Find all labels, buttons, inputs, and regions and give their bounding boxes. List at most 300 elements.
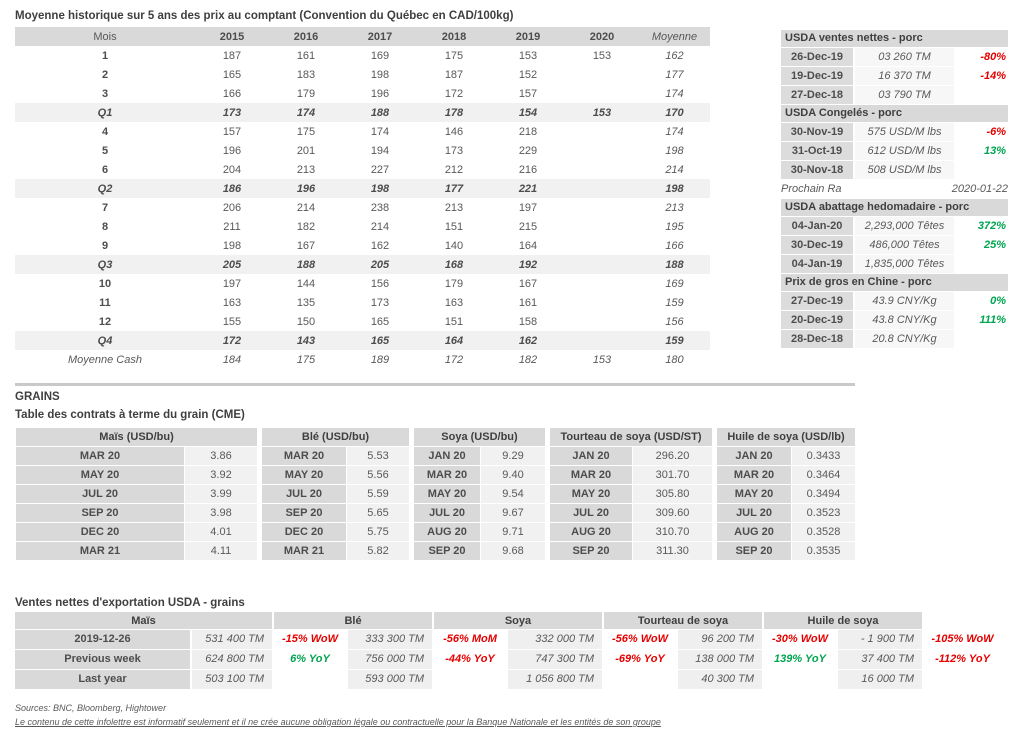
spot-cell: 157 [518,87,538,100]
contract-price-cell: 4.11 [185,542,257,560]
spot-cell [565,274,639,293]
contract-month-cell: JUL 20 [717,504,791,522]
contract-month-cell: MAY 20 [550,485,632,503]
side-table-title: USDA abattage hedomadaire - porc [781,199,1008,216]
contract-month-cell: MAR 20 [262,447,346,465]
spot-cell: 195 [665,220,684,233]
spot-cell: 172 [444,87,464,100]
spot-cell: 188 [343,103,417,122]
value-cell: 1 056 800 TM [508,670,602,689]
spot-cell: 187 [222,49,242,62]
spot-cell: 166 [222,87,242,100]
side-table-title: USDA ventes nettes - porc [781,30,1008,47]
contract-month-cell: DEC 20 [16,523,184,541]
contract-row [414,447,545,465]
contract-month-cell: JUL 20 [262,485,346,503]
spot-cell: 164 [518,239,538,252]
sources-line: Sources: BNC, Bloomberg, Hightower [15,703,167,713]
pct-cell: -80% [980,51,1006,63]
spot-cell: 196 [370,87,390,100]
cme-table-header: Maïs (USD/bu) [16,428,257,446]
contract-price-cell: 311.30 [633,542,712,560]
pct-cell [954,330,1008,348]
side-table-row [781,311,1008,329]
spot-cell: 198 [665,144,684,157]
spot-cell: 173 [195,103,269,122]
cme-table-header: Tourteau de soya (USD/ST) [550,428,712,446]
spot-cell: 153 [518,49,538,62]
spot-cell: 157 [222,125,242,138]
contract-row [717,485,855,503]
spot-row-label: 11 [99,296,111,309]
spot-cell: 196 [222,144,242,157]
contract-month-cell: AUG 20 [717,523,791,541]
date-cell: 04-Jan-19 [781,255,853,273]
spot-cell: 212 [444,163,464,176]
cme-contract-table [716,427,856,561]
spot-cell: 146 [444,125,464,138]
contract-month-cell: AUG 20 [414,523,480,541]
value-cell: 593 000 TM [348,670,432,689]
contract-month-cell: JUL 20 [414,504,480,522]
spot-cell: 213 [665,201,684,214]
pct-cell: 0% [990,295,1006,307]
spot-cell: 178 [417,103,491,122]
grains-section-label: GRAINS [15,391,60,403]
contract-month-cell: JAN 20 [717,447,791,465]
date-cell: 30-Nov-19 [781,123,853,141]
contract-month-cell: JAN 20 [414,447,480,465]
contract-price-cell: 9.29 [481,447,545,465]
contract-month-cell: MAR 21 [16,542,184,560]
cme-table-header: Blé (USD/bu) [262,428,409,446]
spot-cell: 153 [592,353,612,366]
cme-contract-table [413,427,546,561]
pct-cell: -112% YoY [935,653,990,665]
spot-row [15,198,710,217]
value-cell: 756 000 TM [348,650,432,669]
spot-cell: 156 [665,315,684,328]
contract-price-cell: 5.53 [347,447,409,465]
spot-cell: 167 [296,239,316,252]
spot-cell [565,141,639,160]
pct-cell: 139% YoY [774,653,826,665]
spot-cell: 153 [592,49,612,62]
spot-row [15,46,710,65]
cme-header-row [717,428,855,446]
contract-price-cell: 0.3494 [792,485,855,503]
export-group-header-huile: Huile de soya [764,612,922,629]
spot-cell: 143 [269,331,343,350]
export-group-header-ble: Blé [274,612,432,629]
spot-column-header: 2018 [417,27,491,46]
date-cell: 30-Nov-18 [781,161,853,179]
contract-month-cell: DEC 20 [262,523,346,541]
pct-cell: -15% WoW [281,633,339,645]
contract-row [550,447,712,465]
spot-row [15,141,710,160]
spot-row [15,122,710,141]
contract-price-cell: 9.40 [481,466,545,484]
spot-row-label: 2 [101,68,109,81]
export-row-label: 2019-12-26 [15,630,190,649]
spot-row [15,65,710,84]
cme-contract-table [261,427,410,561]
contract-row [717,523,855,541]
spot-cell: 135 [296,296,316,309]
cme-contract-table [549,427,713,561]
cme-header-row [414,428,545,446]
contract-price-cell: 0.3523 [792,504,855,522]
spot-cell [565,312,639,331]
date-cell: 30-Dec-19 [781,236,853,254]
value-cell: 575 USD/M lbs [855,123,954,141]
spot-cell [565,160,639,179]
contract-price-cell: 5.75 [347,523,409,541]
contract-price-cell: 5.65 [347,504,409,522]
spot-cell: 201 [296,144,316,157]
contract-month-cell: MAY 20 [717,485,791,503]
spot-cell: 182 [296,220,316,233]
spot-cell: 182 [518,353,538,366]
contract-month-cell: SEP 20 [262,504,346,522]
value-cell: 486,000 Têtes [855,236,954,254]
contract-price-cell: 0.3535 [792,542,855,560]
spot-cell: 163 [222,296,242,309]
spot-cell: 179 [296,87,316,100]
pct-cell: -6% [986,126,1006,138]
spot-cell: 165 [343,331,417,350]
spot-cell: 173 [370,296,390,309]
contract-row [717,542,855,560]
spot-cell: 213 [444,201,464,214]
spot-cell [565,122,639,141]
value-cell: 16 370 TM [855,67,954,85]
spot-cell: 162 [370,239,390,252]
spot-row [15,179,710,198]
value-cell: 40 300 TM [678,670,762,689]
export-row [15,630,1001,649]
spot-cell: 186 [195,179,269,198]
contract-month-cell: MAY 20 [414,485,480,503]
spot-price-section [15,10,710,369]
spot-cell: 238 [370,201,390,214]
export-group-header-empty [924,612,1001,629]
spot-column-header: Moyenne [639,27,710,46]
spot-cell: 175 [296,353,316,366]
value-cell: 03 790 TM [855,86,954,104]
spot-cell: 206 [222,201,242,214]
contract-month-cell: MAY 20 [262,466,346,484]
cme-table-header: Soya (USD/bu) [414,428,545,446]
contract-month-cell: MAR 20 [717,466,791,484]
date-cell: 20-Dec-19 [781,311,853,329]
contract-row [262,466,409,484]
value-cell: 747 300 TM [508,650,602,669]
spot-cell: 168 [417,255,491,274]
spot-cell: 211 [223,220,241,233]
spot-cell: 169 [370,49,390,62]
spot-cell: 218 [518,125,538,138]
value-cell: 2,293,000 Têtes [855,217,954,235]
contract-price-cell: 305.80 [633,485,712,503]
spot-column-header: 2019 [491,27,565,46]
spot-price-table [15,27,710,369]
spot-row [15,84,710,103]
contract-month-cell: MAR 21 [262,542,346,560]
pct-cell [764,670,836,689]
next-report-date: 2020-01-22 [951,183,1008,195]
spot-row [15,103,710,122]
contract-row [16,447,257,465]
side-table-row [781,142,1008,160]
contract-price-cell: 5.59 [347,485,409,503]
contract-price-cell: 9.67 [481,504,545,522]
spot-header-row [15,27,710,46]
spot-cell: 164 [417,331,491,350]
spot-cell: 167 [518,277,538,290]
spot-cell: 172 [444,353,464,366]
pct-cell [954,161,1008,179]
export-row-label: Previous week [15,650,190,669]
spot-row-label: Moyenne Cash [68,353,142,366]
contract-row [550,523,712,541]
spot-cell: 188 [269,255,343,274]
contract-row [262,485,409,503]
section-divider [15,383,855,386]
spot-row-label: 7 [101,201,109,214]
spot-row-label: 1 [101,49,109,62]
contract-month-cell: JUL 20 [16,485,184,503]
spot-row-label: 10 [98,277,112,290]
spot-cell [565,255,639,274]
side-table-row [781,86,1008,104]
spot-row-label: 12 [98,315,112,328]
cme-table-title: Table des contrats à terme du grain (CME) [15,409,245,421]
spot-cell: 151 [444,220,464,233]
spot-cell: 177 [665,68,684,81]
date-cell: 28-Dec-18 [781,330,853,348]
spot-column-header: Mois [15,27,195,46]
spot-cell [565,198,639,217]
value-cell: 16 000 TM [838,670,922,689]
spot-row-label: 9 [101,239,109,252]
side-table-title: USDA Congelés - porc [781,105,1008,122]
spot-cell: 163 [444,296,464,309]
spot-cell: 158 [518,315,538,328]
value-cell: 138 000 TM [678,650,762,669]
spot-cell: 192 [491,255,565,274]
pct-cell: 13% [983,145,1006,157]
spot-table-title: Moyenne historique sur 5 ans des prix au comptant (Convention du Québec en CAD/100kg) [15,10,514,22]
contract-price-cell: 0.3528 [792,523,855,541]
value-cell: 1,835,000 Têtes [855,255,954,273]
value-cell: 20.8 CNY/Kg [855,330,954,348]
pork-panel [781,30,1008,349]
pct-cell: -69% YoY [615,653,665,665]
spot-cell: 197 [222,277,242,290]
side-table-row [781,292,1008,310]
contract-price-cell: 301.70 [633,466,712,484]
spot-cell: 166 [665,239,684,252]
pct-cell: -56% MoM [443,633,497,645]
contract-price-cell: 5.56 [347,466,409,484]
spot-row-label: 5 [101,144,109,157]
pct-cell: -14% [980,70,1006,82]
spot-cell: 188 [639,255,710,274]
side-table-row [781,123,1008,141]
value-cell: 43.8 CNY/Kg [855,311,954,329]
date-cell: 19-Dec-19 [781,67,853,85]
spot-row-label: Q2 [15,179,195,198]
spot-cell: 140 [444,239,464,252]
pct-cell [924,670,1001,689]
pct-cell [954,86,1008,104]
spot-row-label: 3 [101,87,109,100]
spot-cell: 156 [370,277,390,290]
date-cell: 27-Dec-18 [781,86,853,104]
contract-row [550,466,712,484]
spot-cell: 214 [665,163,684,176]
date-cell: 27-Dec-19 [781,292,853,310]
cme-header-row [550,428,712,446]
contract-price-cell: 0.3433 [792,447,855,465]
contract-row [16,523,257,541]
cme-contract-table [15,427,258,561]
spot-cell [565,331,639,350]
spot-cell: 144 [296,277,316,290]
spot-cell: 229 [518,144,538,157]
spot-row [15,255,710,274]
contract-row [414,542,545,560]
contract-price-cell: 5.82 [347,542,409,560]
contract-month-cell: MAR 20 [414,466,480,484]
side-table-row [781,330,1008,348]
spot-cell: 216 [518,163,538,176]
pct-cell: 6% YoY [290,653,330,665]
cme-table-header: Huile de soya (USD/lb) [717,428,855,446]
contract-month-cell: SEP 20 [414,542,480,560]
spot-cell: 205 [343,255,417,274]
export-table-title: Ventes nettes d'exportation USDA - grains [15,597,245,609]
spot-cell: 198 [639,179,710,198]
spot-cell: 161 [296,49,316,62]
contract-row [16,466,257,484]
spot-cell: 213 [296,163,316,176]
pct-cell: -30% WoW [771,633,829,645]
value-cell: 333 300 TM [348,630,432,649]
side-table-row [781,67,1008,85]
contract-price-cell: 9.54 [481,485,545,503]
spot-column-header: 2015 [195,27,269,46]
spot-cell: 169 [665,277,684,290]
disclaimer-line: Le contenu de cette infolettre est informatif seulement et il ne crée aucune obligation légale ou contractuelle pour la Banque Nationale et les entités de son groupe [15,717,661,727]
contract-price-cell: 9.71 [481,523,545,541]
pct-cell [434,670,506,689]
spot-cell: 165 [370,315,390,328]
contract-row [414,504,545,522]
spot-cell: 205 [195,255,269,274]
spot-cell: 175 [296,125,316,138]
cme-header-row [262,428,409,446]
value-cell: 332 000 TM [508,630,602,649]
value-cell: 37 400 TM [838,650,922,669]
contract-month-cell: SEP 20 [717,542,791,560]
spot-cell: 174 [269,103,343,122]
value-cell: 508 USD/M lbs [855,161,954,179]
spot-cell: 173 [444,144,464,157]
export-row [15,670,1001,689]
contract-month-cell: MAR 20 [16,447,184,465]
export-row [15,650,1001,669]
spot-cell: 183 [296,68,316,81]
cme-contracts-row [15,427,856,561]
next-report-label: Prochain Ra [781,183,842,195]
spot-cell: 174 [370,125,390,138]
spot-cell: 184 [222,353,242,366]
spot-cell: 150 [296,315,316,328]
side-table-row [781,255,1008,273]
pct-cell: -105% WoW [931,633,994,645]
spot-cell: 172 [195,331,269,350]
contract-row [414,523,545,541]
spot-cell: 214 [370,220,390,233]
side-table-row [781,217,1008,235]
spot-cell: 152 [518,68,538,81]
side-table-row [781,236,1008,254]
spot-cell: 189 [370,353,390,366]
spot-column-header: 2016 [269,27,343,46]
export-group-header-tourteau: Tourteau de soya [604,612,762,629]
spot-cell: 162 [665,49,684,62]
spot-row [15,331,710,350]
contract-month-cell: MAY 20 [16,466,184,484]
contract-price-cell: 3.92 [185,466,257,484]
spot-row-label: 4 [101,125,109,138]
contract-price-cell: 9.68 [481,542,545,560]
spot-cell: 197 [518,201,538,214]
contract-month-cell: SEP 20 [550,542,632,560]
contract-row [16,485,257,503]
pct-cell: 372% [977,220,1006,232]
pct-cell [604,670,676,689]
spot-cell: 198 [222,239,242,252]
contract-month-cell: JUL 20 [550,504,632,522]
value-cell: 503 100 TM [192,670,272,689]
pct-cell [954,255,1008,273]
contract-row [262,523,409,541]
export-header-row [15,612,1001,629]
spot-cell [565,217,639,236]
spot-cell: 154 [491,103,565,122]
spot-cell: 151 [444,315,464,328]
spot-cell: 180 [665,353,684,366]
contract-price-cell: 3.98 [185,504,257,522]
contract-price-cell: 309.60 [633,504,712,522]
spot-row-label: 8 [101,220,109,233]
export-sales-table [13,611,1003,690]
spot-cell: 159 [665,296,684,309]
contract-price-cell: 0.3464 [792,466,855,484]
contract-month-cell: AUG 20 [550,523,632,541]
value-cell: 624 800 TM [192,650,272,669]
contract-row [717,504,855,522]
export-sales-section [15,597,1003,690]
spot-row-label: Q1 [15,103,195,122]
spot-cell [565,84,639,103]
contract-row [550,542,712,560]
export-row-label: Last year [15,670,190,689]
